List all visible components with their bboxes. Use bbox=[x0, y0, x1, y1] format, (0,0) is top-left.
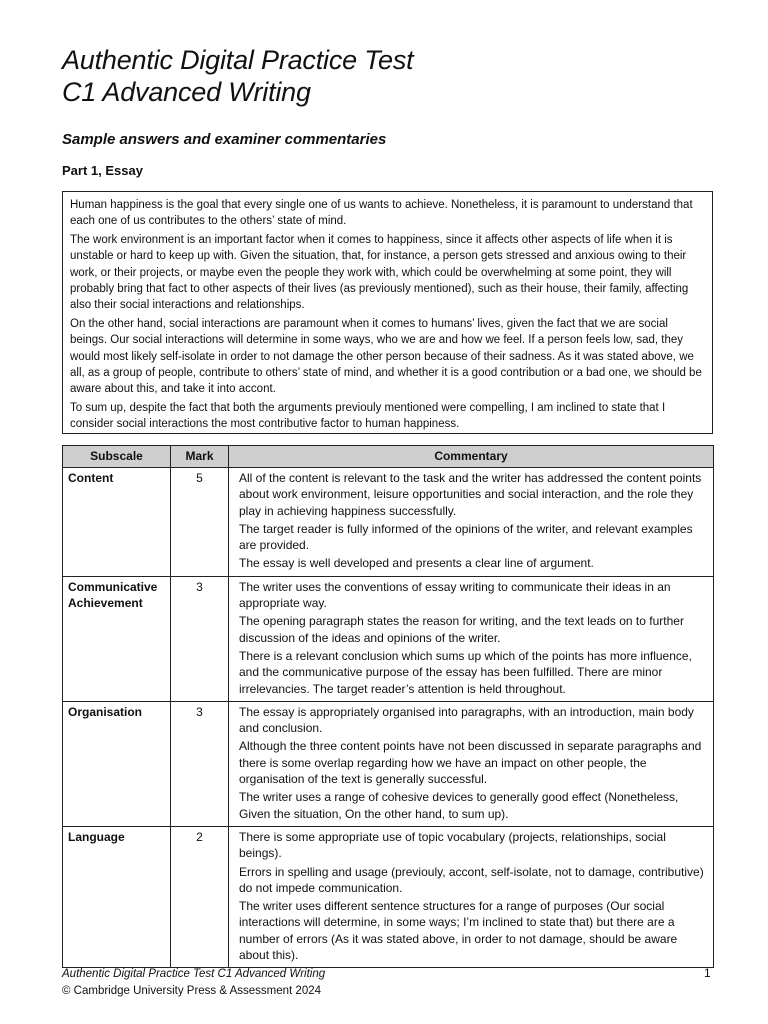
commentary-text: The writer uses a range of cohesive devices to generally good effect (Nonetheless, Given the situation, On the other hand, to sum up). bbox=[239, 790, 679, 821]
mark-cell: 3 bbox=[171, 576, 229, 701]
footer-title: Authentic Digital Practice Test C1 Advanced Writing bbox=[62, 968, 326, 980]
subscale-cell: Language bbox=[63, 826, 171, 967]
commentary-cell bbox=[229, 826, 714, 967]
commentary-text: Errors in spelling and usage (previouly, accont, self-isolate, not to damage, contributive) do not impede communication. bbox=[239, 864, 704, 895]
essay-paragraph: The work environment is an important factor when it comes to happiness, since it affects other aspects of life when it is unstable or hard to keep up with. Given the situation, that, for instance, a person gets stressed and anxious owing to their work, or their projects, or maybe even the people they work with, which could be overwhelming at some point, they will probably bring that fact to other aspects of their lives (as previously mentioned), such as their house, their family, affecting also their social interactions and relationships. bbox=[70, 233, 689, 312]
commentary-text: There is some appropriate use of topic vocabulary (projects, relationships, social beings). bbox=[239, 829, 666, 861]
header-subscale: Subscale bbox=[63, 446, 171, 468]
subscale-cell: Communicative Achievement bbox=[63, 576, 171, 701]
page-number: 1 bbox=[704, 966, 711, 980]
commentary-text: The essay is appropriately organised into paragraphs, with an introduction, main body and conclusion. bbox=[239, 704, 694, 736]
section-subtitle: Sample answers and examiner commentaries bbox=[62, 131, 387, 148]
commentary-text: The essay is well developed and presents a clear line of argument. bbox=[239, 556, 594, 571]
commentary-text: The opening paragraph states the reason for writing, and the text leads on to further discussion of the ideas and opinions of the writer. bbox=[239, 614, 684, 645]
commentary-cell bbox=[229, 468, 714, 577]
essay-paragraph: On the other hand, social interactions are paramount when it comes to humans’ lives, given the fact that we are social beings. Our social interactions will determine in some ways, who we are and how we feel. If a person feels low, sad, they would most likely self-isolate in order to not damage the other person because of their sadness. As it was stated above, we all, as a group of people, contribute to others’ state of mind, and whether it is a good contribution or a bad one, we should be aware about this, and take it into accont. bbox=[70, 317, 702, 396]
header-mark: Mark bbox=[171, 446, 229, 468]
title-line-1: Authentic Digital Practice Test bbox=[62, 45, 414, 75]
commentary-text: The target reader is fully informed of the opinions of the writer, and relevant examples are provided. bbox=[239, 521, 693, 553]
table-header-row bbox=[63, 446, 714, 468]
header-commentary: Commentary bbox=[229, 446, 714, 468]
essay-box bbox=[62, 191, 713, 434]
title-line-2: C1 Advanced Writing bbox=[62, 77, 311, 107]
table-row bbox=[63, 701, 714, 826]
essay-paragraph: Human happiness is the goal that every single one of us wants to achieve. Nonetheless, it is paramount to understand that each one of us contributes to the others’ state of mind. bbox=[70, 199, 693, 228]
essay-paragraph: To sum up, despite the fact that both the arguments previouly mentioned were compelling, I am inclined to state that I consider social interactions the most contributive factor to human happiness. bbox=[70, 401, 666, 431]
table-row bbox=[63, 468, 714, 577]
commentary-text: All of the content is relevant to the task and the writer has addressed the content points about work environment, leisure opportunities and social interaction, and the role they play in achieving happiness successfully. bbox=[239, 471, 702, 518]
table-row bbox=[63, 826, 714, 967]
commentary-text: The writer uses the conventions of essay writing to communicate their ideas in an appropriate way. bbox=[239, 579, 671, 611]
rubric-table bbox=[62, 445, 714, 968]
footer bbox=[62, 966, 325, 1000]
subscale-cell: Content bbox=[63, 468, 171, 577]
footer-copyright: © Cambridge University Press & Assessment 2024 bbox=[62, 985, 322, 997]
commentary-cell bbox=[229, 576, 714, 701]
document-title bbox=[62, 44, 413, 108]
commentary-text: There is a relevant conclusion which sums up which of the points has more influence, and the communicative purpose of the essay has been fulfilled. There are minor irrelevancies. The target reader’s attention is held throughout. bbox=[239, 648, 692, 696]
commentary-cell bbox=[229, 701, 714, 826]
mark-cell: 3 bbox=[171, 701, 229, 826]
subscale-cell: Organisation bbox=[63, 701, 171, 826]
commentary-text: Although the three content points have not been discussed in separate paragraphs and there is some overlap regarding how we have an impact on other people, the organisation of the text is generally successful. bbox=[239, 739, 702, 787]
commentary-text: The writer uses different sentence structures for a range of purposes (Our social interactions will determine, in some ways; I’m inclined to state that) but there are a number of errors (As it was stated above, in order to not damage, should be aware about this). bbox=[239, 899, 678, 963]
part-heading: Part 1, Essay bbox=[62, 163, 143, 178]
table-row bbox=[63, 576, 714, 701]
mark-cell: 5 bbox=[171, 468, 229, 577]
mark-cell: 2 bbox=[171, 826, 229, 967]
